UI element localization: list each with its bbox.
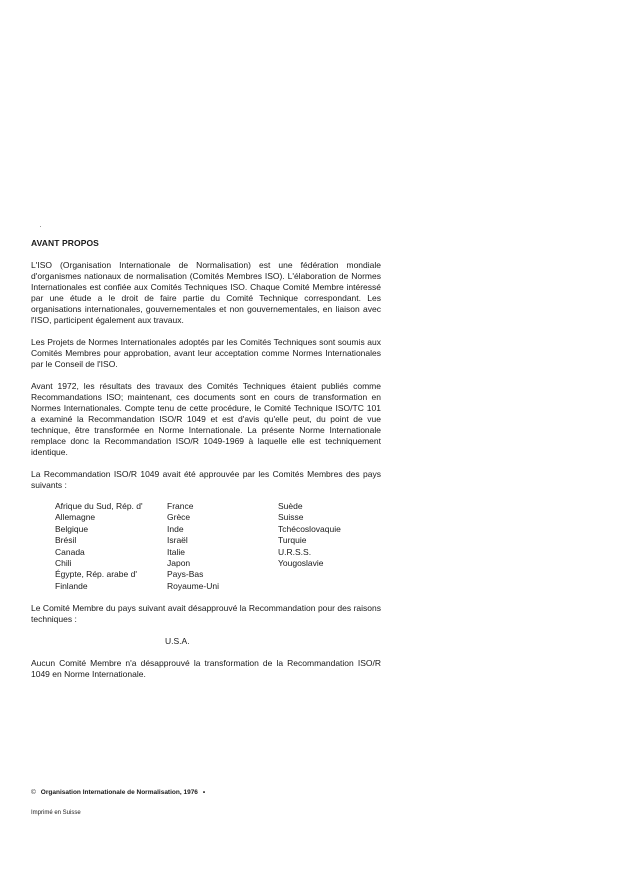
country-item: Pays-Bas (167, 569, 204, 580)
star-icon: • (202, 789, 206, 796)
countries-column-1 (55, 501, 167, 592)
countries-column-3 (278, 501, 398, 592)
country-item: Chili (55, 558, 72, 569)
country-item: Belgique (55, 523, 89, 534)
country-item: Afrique du Sud, Rép. d' (55, 501, 143, 511)
country-item: U.R.S.S. (278, 546, 312, 557)
paragraph-disapproval-intro: Le Comité Membre du pays suivant avait désapprouvé la Recommandation pour des raisons techniques : (31, 603, 381, 625)
scan-speck (40, 226, 41, 227)
paragraph-iso-description: L'ISO (Organisation Internationale de Normalisation) est une fédération mondiale d'organismes nationaux de normalisation (Comités Membres ISO). L'élaboration de Normes Internationales est confiée aux Comités Techniques ISO. Chaque Comité Membre intéressé par une étude a le droit de faire partie du Comité Technique correspondant. Les organisations internationales, gouvernementales et non gouvernementales, en liaison avec l'ISO, participent également aux travaux. (31, 260, 381, 325)
paragraph-draft-standards: Les Projets de Normes Internationales adoptés par les Comités Techniques sont soumis aux Comités Membres pour approbation, avant leur acceptation comme Normes Internationales par le Conseil de l'ISO. (31, 337, 381, 369)
country-item: Japon (167, 558, 191, 569)
disapproving-country: U.S.A. (165, 636, 190, 647)
paragraph-history: Avant 1972, les résultats des travaux des Comités Techniques étaient publiés comme Recommandations ISO; maintenant, ces documents sont en cours de transformation en Normes Internationales. Compte tenu de cette procédure, le Comité Technique ISO/TC 101 a examiné la Recommandation ISO/R 1049 et est d'avis qu'elle peut, du point de vue technique, être transformée en Norme Internationale. La présente Norme Internationale remplace donc la Recommandation ISO/R 1049-1969 à laquelle elle est techniquement identique. (31, 381, 381, 457)
country-item: Italie (167, 546, 185, 557)
approving-countries-list (55, 501, 381, 592)
country-item: Suisse (278, 512, 304, 523)
countries-column-2 (167, 501, 278, 592)
country-item: Allemagne (55, 512, 96, 523)
country-item: Canada (55, 546, 85, 557)
country-item: France (167, 501, 194, 511)
country-item: Grèce (167, 512, 191, 523)
country-item: Royaume-Uni (167, 580, 219, 591)
country-item: Yougoslavie (278, 558, 324, 569)
copyright-icon: © (31, 789, 36, 796)
country-item: Suède (278, 501, 303, 511)
country-item: Israël (167, 535, 188, 546)
printed-in-line: Imprimé en Suisse (31, 810, 81, 816)
copyright-line (31, 789, 205, 796)
paragraph-approval-intro: La Recommandation ISO/R 1049 avait été approuvée par les Comités Membres des pays suivants : (31, 469, 381, 490)
country-item: Finlande (55, 580, 88, 591)
foreword-section (31, 238, 381, 691)
copyright-text: Organisation Internationale de Normalisation, 1976 (40, 789, 198, 796)
country-item: Tchécoslovaquie (278, 523, 341, 534)
country-item: Inde (167, 523, 184, 534)
paragraph-conclusion: Aucun Comité Membre n'a désapprouvé la transformation de la Recommandation ISO/R 1049 en Norme Internationale. (31, 658, 381, 680)
country-item: Brésil (55, 535, 77, 546)
section-heading: AVANT PROPOS (31, 238, 99, 248)
country-item: Turquie (278, 535, 307, 546)
country-item: Égypte, Rép. arabe d' (55, 569, 137, 580)
